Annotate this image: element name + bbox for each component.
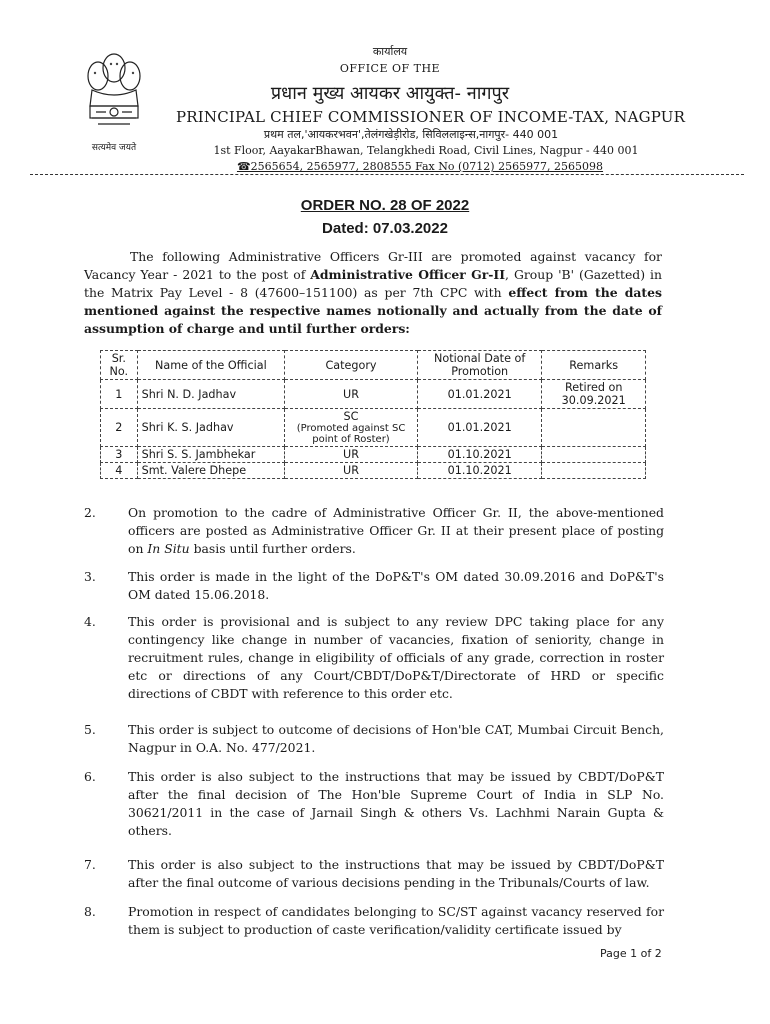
- paragraph-text: This order is provisional and is subject to any review DPC taking place for any contingency like change in number of vacancies, fixation of seniority, change in recruitment rules, change in eligibility of officials of any grade, correction in roster etc or directions of any Court/CBDT/DoP&T/Directorate of HRD or specific directions of CBDT with reference to this order etc.: [128, 614, 664, 701]
- row-remarks: [542, 463, 646, 479]
- paragraph-number: 5.: [84, 722, 96, 737]
- table-row: [101, 380, 646, 409]
- col-sr-no: Sr. No.: [101, 351, 138, 380]
- intro-text-1: The following Administrative Officers Gr-III are promoted against vacancy for Vacancy Year - 2021 to the post of: [84, 249, 662, 282]
- paragraph-text: This order is made in the light of the DoP&T's OM dated 30.09.2016 and DoP&T's OM dated 15.06.2018.: [128, 569, 664, 602]
- row-date: 01.01.2021: [417, 380, 541, 409]
- row-category: UR: [285, 380, 418, 409]
- col-name: Name of the Official: [137, 351, 284, 380]
- national-emblem-icon: [78, 46, 150, 154]
- row-name: Shri K. S. Jadhav: [137, 409, 284, 447]
- row-category: UR: [285, 447, 418, 463]
- paragraph-5: [84, 721, 664, 757]
- row-sr: 4: [101, 463, 138, 479]
- intro-bold-1: Administrative Officer Gr-II: [310, 267, 506, 282]
- row-category: UR: [285, 463, 418, 479]
- table-row: [101, 447, 646, 463]
- paragraph-8: [84, 903, 664, 939]
- row-category-main: SC: [343, 410, 359, 423]
- row-category-note: (Promoted against SC point of Roster): [296, 423, 406, 445]
- paragraph-2: [84, 504, 664, 558]
- paragraph-number: 2.: [84, 505, 96, 520]
- paragraph-number: 3.: [84, 569, 96, 584]
- row-remarks: [542, 447, 646, 463]
- paragraph-3: [84, 568, 664, 604]
- paragraph-6: [84, 768, 664, 840]
- order-number: ORDER NO. 28 OF 2022: [300, 197, 470, 214]
- paragraph-text-a: On promotion to the cadre of Administrative Officer Gr. II, the above-mentioned officers are posted as Administrative Officer Gr. II at their present place of posting on: [128, 505, 664, 556]
- row-date: 01.01.2021: [417, 409, 541, 447]
- paragraph-4: [84, 613, 664, 703]
- intro-paragraph: [84, 248, 662, 338]
- hindi-title: प्रधान मुख्य आयकर आयुक्त- नागपुर: [270, 83, 510, 104]
- col-remarks: Remarks: [542, 351, 646, 380]
- row-remarks: [542, 409, 646, 447]
- row-date: 01.10.2021: [417, 463, 541, 479]
- intro-bold-2: effect from the dates mentioned against the respective names notionally and actually from the date of assumption of charge and until further orders:: [84, 285, 662, 336]
- header-divider: [30, 174, 744, 175]
- hindi-address: प्रथम तल,'आयकरभवन',तेलंगखेड़ीरोड, सिविललाइन्स,नागपुर- 440 001: [263, 128, 559, 141]
- table-header-row: [101, 351, 646, 380]
- table-row: [101, 409, 646, 447]
- contact-numbers: ☎2565654, 2565977, 2808555 Fax No (0712) 2565977, 2565098: [236, 160, 604, 173]
- paragraph-text: This order is also subject to the instructions that may be issued by CBDT/DoP&T after the final outcome of various decisions pending in the Tribunals/Courts of law.: [128, 857, 664, 890]
- col-notional-date: Notional Date of Promotion: [417, 351, 541, 380]
- paragraph-text-b: basis until further orders.: [189, 541, 356, 556]
- office-hindi-label: कार्यालय: [372, 45, 408, 58]
- emblem-motto: सत्यमेव जयते: [91, 143, 137, 153]
- paragraph-number: 4.: [84, 614, 96, 629]
- row-sr: 3: [101, 447, 138, 463]
- col-category: Category: [285, 351, 418, 380]
- row-sr: 2: [101, 409, 138, 447]
- row-category: [285, 409, 418, 447]
- row-date: 01.10.2021: [417, 447, 541, 463]
- order-date: Dated: 07.03.2022: [322, 220, 448, 237]
- table-row: [101, 463, 646, 479]
- intro-text-2: , Group 'B' (Gazetted) in the Matrix Pay Level - 8 (47600–151100) as per 7th CPC with: [84, 267, 662, 300]
- paragraph-text: Promotion in respect of candidates belonging to SC/ST against vacancy reserved for them is subject to production of caste verification/validity certificate issued by: [128, 904, 664, 937]
- office-title: PRINCIPAL CHIEF COMMISSIONER OF INCOME-TAX, NAGPUR: [176, 108, 686, 126]
- row-name: Shri S. S. Jambhekar: [137, 447, 284, 463]
- page-number: Page 1 of 2: [600, 947, 662, 960]
- row-name: Smt. Valere Dhepe: [137, 463, 284, 479]
- paragraph-number: 6.: [84, 769, 96, 784]
- officials-table: [100, 350, 646, 479]
- row-sr: 1: [101, 380, 138, 409]
- office-address: 1st Floor, AayakarBhawan, Telangkhedi Road, Civil Lines, Nagpur - 440 001: [213, 144, 639, 157]
- paragraph-text: [128, 504, 664, 558]
- paragraph-text: This order is also subject to the instructions that may be issued by CBDT/DoP&T after the final decision of The Hon'ble Supreme Court of India in SLP No. 30621/2011 in the case of Jarnail Singh & others Vs. Lachhmi Narain Gupta & others.: [128, 769, 664, 838]
- paragraph-7: [84, 856, 664, 892]
- paragraph-number: 8.: [84, 904, 96, 919]
- row-remarks: Retired on 30.09.2021: [542, 380, 646, 409]
- row-name: Shri N. D. Jadhav: [137, 380, 284, 409]
- paragraph-text: This order is subject to outcome of decisions of Hon'ble CAT, Mumbai Circuit Bench, Nagpur in O.A. No. 477/2021.: [128, 722, 664, 755]
- paragraph-italic: In Situ: [147, 541, 190, 556]
- office-of-the-label: OFFICE OF THE: [339, 62, 441, 75]
- paragraph-number: 7.: [84, 857, 96, 872]
